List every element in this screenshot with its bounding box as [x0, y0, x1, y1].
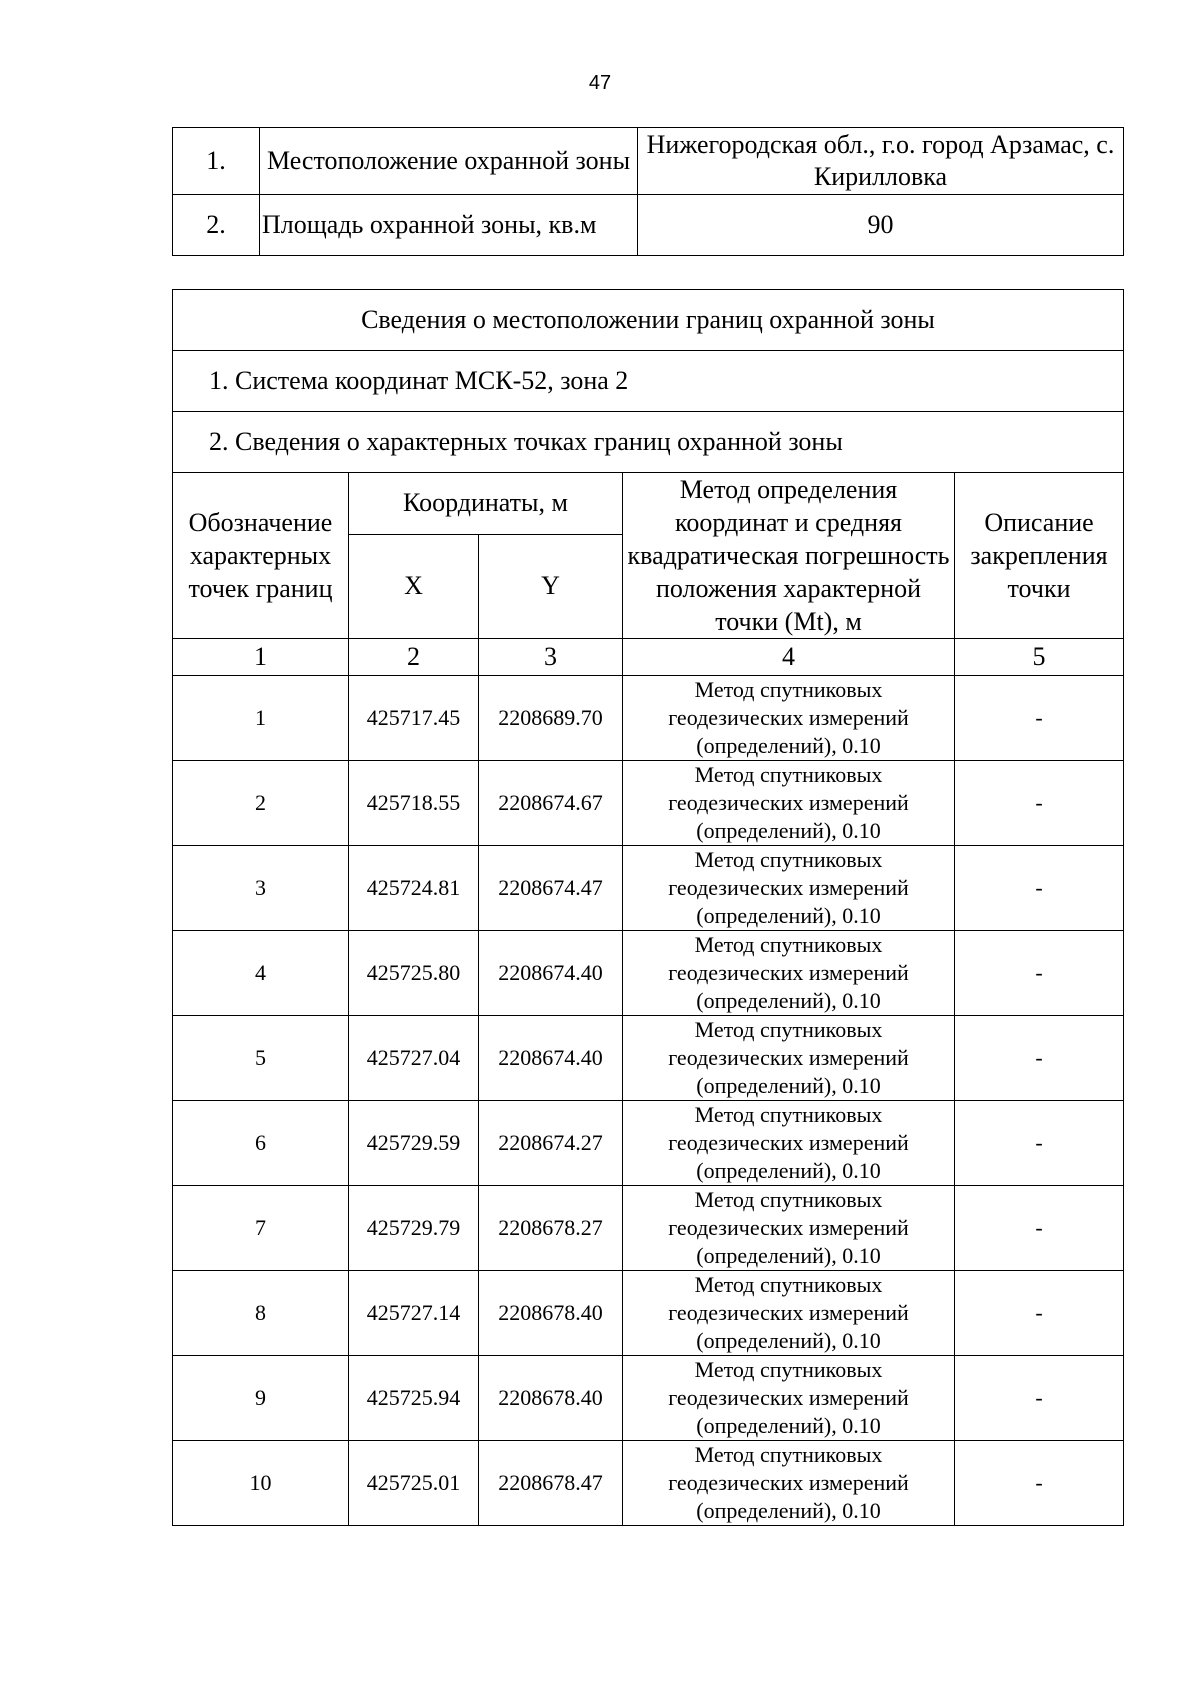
summary-row-label: Местоположение охранной зоны [260, 128, 638, 195]
table-row [173, 1186, 1124, 1271]
point-id: 5 [173, 1016, 349, 1101]
point-description: - [955, 1271, 1124, 1356]
column-number: 2 [349, 639, 479, 676]
page-number: 47 [588, 72, 612, 94]
point-y: 2208678.47 [479, 1441, 623, 1526]
point-y: 2208678.40 [479, 1356, 623, 1441]
table-row [173, 1271, 1124, 1356]
point-method: Метод спутниковых геодезических измерений (определений), 0.10 [623, 1356, 955, 1441]
point-x: 425717.45 [349, 676, 479, 761]
header-point-id: Обозначение характерных точек границ [173, 473, 349, 639]
point-id: 2 [173, 761, 349, 846]
summary-table [172, 127, 1124, 256]
point-id: 3 [173, 846, 349, 931]
table-row [173, 676, 1124, 761]
point-method: Метод спутниковых геодезических измерений (определений), 0.10 [623, 931, 955, 1016]
point-method: Метод спутниковых геодезических измерений (определений), 0.10 [623, 1271, 955, 1356]
boundaries-table [172, 289, 1124, 1526]
summary-row-number: 2. [173, 195, 260, 256]
column-number: 5 [955, 639, 1124, 676]
point-description: - [955, 931, 1124, 1016]
point-method: Метод спутниковых геодезических измерений (определений), 0.10 [623, 1186, 955, 1271]
header-coords: Координаты, м [349, 473, 623, 535]
point-description: - [955, 676, 1124, 761]
point-y: 2208674.47 [479, 846, 623, 931]
point-id: 9 [173, 1356, 349, 1441]
point-x: 425729.79 [349, 1186, 479, 1271]
point-method: Метод спутниковых геодезических измерений (определений), 0.10 [623, 676, 955, 761]
section-title: Сведения о местоположении границ охранной зоны [173, 290, 1124, 351]
column-number: 1 [173, 639, 349, 676]
header-x: X [349, 534, 479, 638]
point-x: 425729.59 [349, 1101, 479, 1186]
point-method: Метод спутниковых геодезических измерений (определений), 0.10 [623, 761, 955, 846]
summary-row-value: 90 [638, 195, 1124, 256]
point-description: - [955, 1441, 1124, 1526]
point-id: 6 [173, 1101, 349, 1186]
point-x: 425725.94 [349, 1356, 479, 1441]
point-description: - [955, 1101, 1124, 1186]
point-description: - [955, 1186, 1124, 1271]
point-y: 2208674.27 [479, 1101, 623, 1186]
point-x: 425727.04 [349, 1016, 479, 1101]
point-method: Метод спутниковых геодезических измерений (определений), 0.10 [623, 1441, 955, 1526]
point-method: Метод спутниковых геодезических измерений (определений), 0.10 [623, 1101, 955, 1186]
point-x: 425724.81 [349, 846, 479, 931]
point-y: 2208678.27 [479, 1186, 623, 1271]
point-x: 425725.80 [349, 931, 479, 1016]
table-row [173, 846, 1124, 931]
table-row [173, 1016, 1124, 1101]
table-row [173, 1441, 1124, 1526]
point-y: 2208674.67 [479, 761, 623, 846]
coord-system: 1. Система координат МСК-52, зона 2 [173, 351, 1124, 412]
table-row [173, 931, 1124, 1016]
point-y: 2208674.40 [479, 1016, 623, 1101]
summary-row [173, 128, 1124, 195]
point-x: 425718.55 [349, 761, 479, 846]
point-y: 2208678.40 [479, 1271, 623, 1356]
points-title: 2. Сведения о характерных точках границ охранной зоны [173, 412, 1124, 473]
point-id: 10 [173, 1441, 349, 1526]
point-y: 2208689.70 [479, 676, 623, 761]
column-number: 4 [623, 639, 955, 676]
point-id: 8 [173, 1271, 349, 1356]
point-description: - [955, 1356, 1124, 1441]
summary-row-value: Нижегородская обл., г.о. город Арзамас, с. Кирилловка [638, 128, 1124, 195]
point-description: - [955, 1016, 1124, 1101]
point-description: - [955, 846, 1124, 931]
point-id: 4 [173, 931, 349, 1016]
summary-row-label: Площадь охранной зоны, кв.м [260, 195, 638, 256]
header-method: Метод определения координат и средняя квадратическая погрешность положения характерной точки (Mt), м [623, 473, 955, 639]
summary-row [173, 195, 1124, 256]
table-row [173, 1101, 1124, 1186]
table-row [173, 761, 1124, 846]
point-x: 425725.01 [349, 1441, 479, 1526]
point-description: - [955, 761, 1124, 846]
point-method: Метод спутниковых геодезических измерений (определений), 0.10 [623, 1016, 955, 1101]
point-method: Метод спутниковых геодезических измерений (определений), 0.10 [623, 846, 955, 931]
point-y: 2208674.40 [479, 931, 623, 1016]
header-y: Y [479, 534, 623, 638]
summary-row-number: 1. [173, 128, 260, 195]
point-x: 425727.14 [349, 1271, 479, 1356]
header-description: Описание закрепления точки [955, 473, 1124, 639]
point-id: 7 [173, 1186, 349, 1271]
point-id: 1 [173, 676, 349, 761]
column-number: 3 [479, 639, 623, 676]
column-numbers-row [173, 639, 1124, 676]
table-row [173, 1356, 1124, 1441]
